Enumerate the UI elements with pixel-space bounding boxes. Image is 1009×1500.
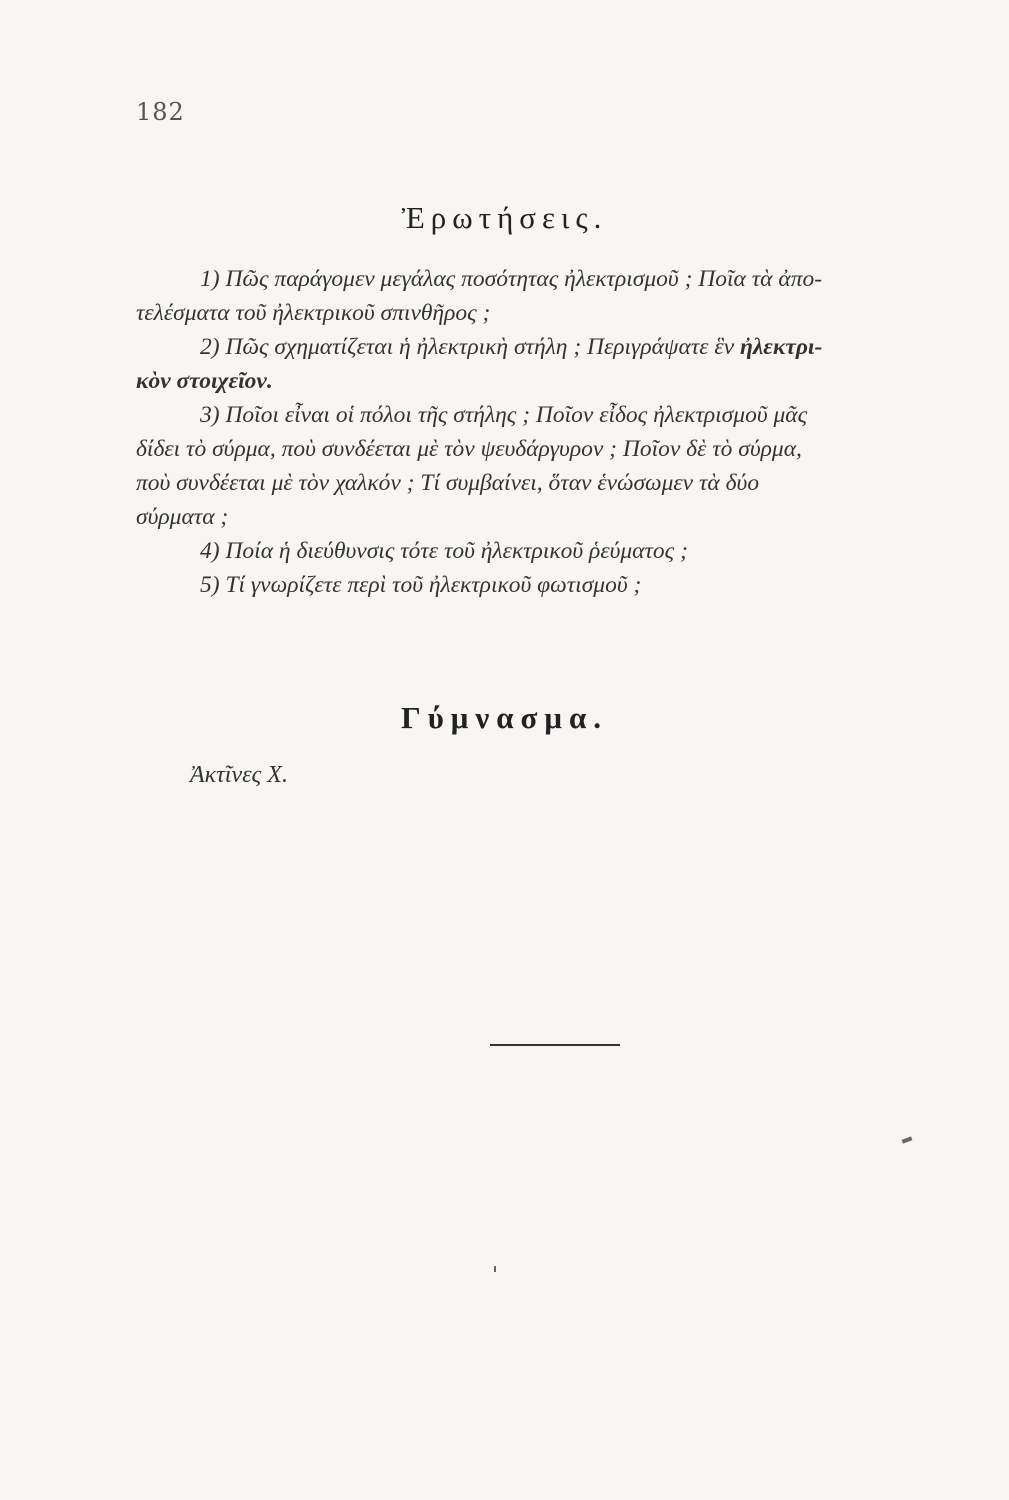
question-5-line-1: 5) Τί γνωρίζετε περὶ τοῦ ἠλεκτρικοῦ φωτισμοῦ ;	[200, 572, 642, 598]
question-2-text: 2) Πῶς σχηματίζεται ἡ ἠλεκτρικὴ στήλη ; Περιγράψατε ἓν	[200, 334, 740, 360]
questions-heading: Ἐρωτήσεις.	[401, 200, 608, 235]
question-2-bold-term: ἠλεκτρι-	[739, 334, 823, 360]
question-2-line-2: κὸν στοιχεῖον.	[136, 368, 273, 394]
ink-speck	[494, 1266, 496, 1272]
section-divider	[490, 1044, 620, 1046]
question-3-line-3: ποὺ συνδέεται μὲ τὸν χαλκόν ; Τί συμβαίνει, ὅταν ἑνώσωμεν τὰ δύο	[136, 470, 760, 496]
page-number: 182	[136, 98, 185, 126]
exercise-item: Ἀκτῖνες Χ.	[190, 762, 288, 788]
question-3-line-4: σύρματα ;	[136, 504, 229, 530]
question-1-line-1: 1) Πῶς παράγομεν μεγάλας ποσότητας ἠλεκτρισμοῦ ; Ποῖα τὰ ἀπο-	[200, 266, 823, 292]
question-2-line-1	[136, 330, 988, 364]
questions-list	[136, 262, 988, 602]
ink-speck	[902, 1136, 913, 1143]
question-1-line-2: τελέσματα τοῦ ἠλεκτρικοῦ σπινθῆρος ;	[136, 300, 491, 326]
question-3-line-2: δίδει τὸ σύρμα, ποὺ συνδέεται μὲ τὸν ψευδάργυρον ; Ποῖον δὲ τὸ σύρμα,	[136, 436, 802, 462]
exercise-heading: Γύμνασμα.	[400, 700, 609, 735]
question-3-line-1: 3) Ποῖοι εἶναι οἱ πόλοι τῆς στήλης ; Ποῖον εἶδος ἠλεκτρισμοῦ μᾶς	[200, 402, 808, 428]
question-4-line-1: 4) Ποία ἡ διεύθυνσις τότε τοῦ ἠλεκτρικοῦ ῥεύματος ;	[200, 538, 688, 564]
